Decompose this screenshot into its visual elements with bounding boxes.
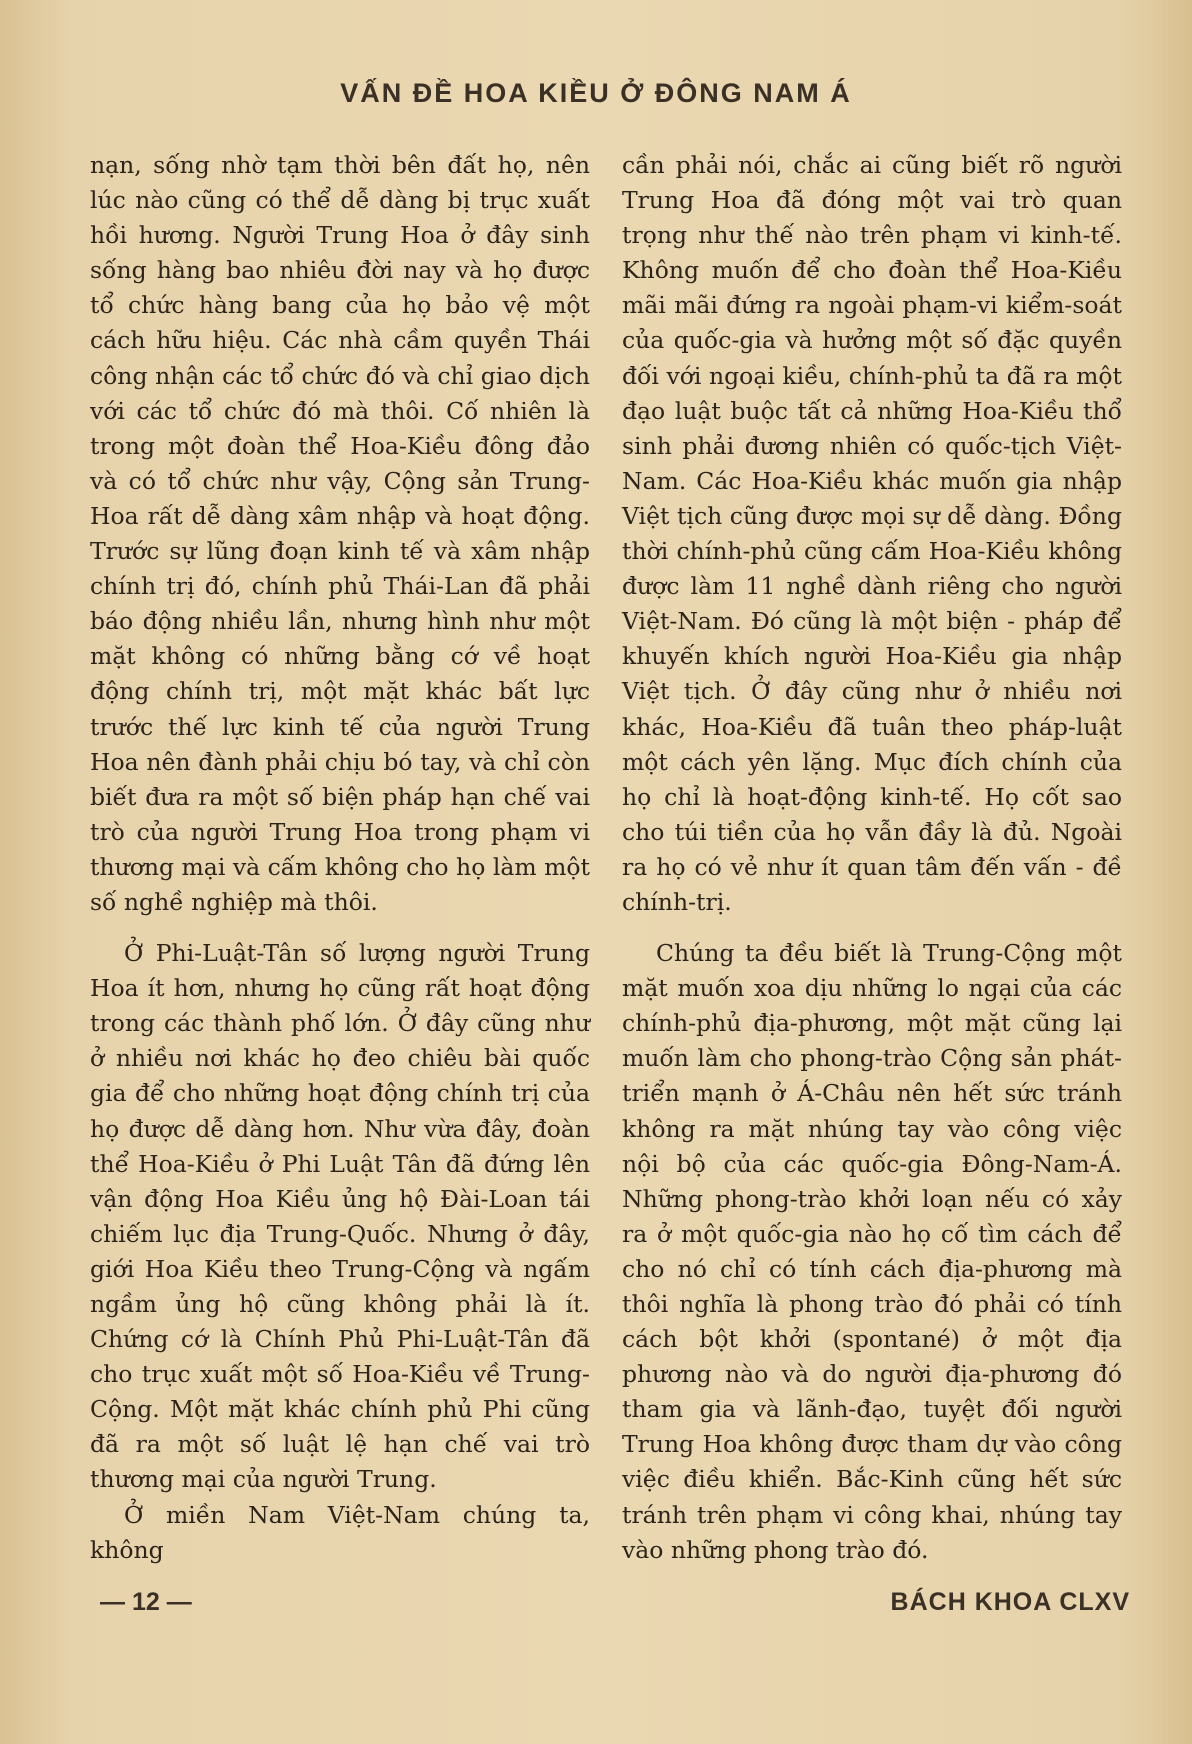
left-column [90,148,590,1568]
paragraph: Ở Phi-Luật-Tân số lượng người Trung Hoa ít hơn, nhưng họ cũng rất hoạt động trong các thành phố lớn. Ở đây cũng như ở nhiều nơi khác họ đeo chiêu bài quốc gia để cho những hoạt động chính trị của họ được dễ dàng hơn. Như vừa đây, đoàn thể Hoa-Kiều ở Phi Luật Tân đã đứng lên vận động Hoa Kiều ủng hộ Đài-Loan tái chiếm lục địa Trung-Quốc. Nhưng ở đây, giới Hoa Kiều theo Trung-Cộng và ngấm ngầm ủng hộ cũng không phải là ít. Chứng cớ là Chính Phủ Phi-Luật-Tân đã cho trục xuất một số Hoa-Kiều về Trung-Cộng. Một mặt khác chính phủ Phi cũng đã ra một số luật lệ hạn chế vai trò thương mại của người Trung. [90,939,590,1494]
right-column [622,148,1122,1568]
page-header-title: VẤN ĐỀ HOA KIỀU Ở ĐÔNG NAM Á [340,78,852,108]
publication-name: BÁCH KHOA CLXV [890,1588,1130,1616]
paragraph: Chúng ta đều biết là Trung-Cộng một mặt muốn xoa dịu những lo ngại của các chính-phủ địa-phương, một mặt cũng lại muốn làm cho phong-trào Cộng sản phát-triển mạnh ở Á-Châu nên hết sức tránh không ra mặt nhúng tay vào công việc nội bộ của các quốc-gia Đông-Nam-Á. Những phong-trào khởi loạn nếu có xảy ra ở một quốc-gia nào họ cố tìm cách để cho nó chỉ có tính cách địa-phương mà thôi nghĩa là phong trào đó phải có tính cách bột khởi (spontané) ở một địa phương nào và do người địa-phương đó tham gia và lãnh-đạo, tuyệt đối người Trung Hoa không được tham dự vào công việc điều khiển. Bắc-Kinh cũng hết sức tránh trên phạm vi công khai, nhúng tay vào những phong trào đó. [622,939,1122,1564]
paragraph: cần phải nói, chắc ai cũng biết rõ người Trung Hoa đã đóng một vai trò quan trọng như thế nào trên phạm vi kinh-tế. Không muốn để cho đoàn thể Hoa-Kiều mãi mãi đứng ra ngoài phạm-vi kiểm-soát của quốc-gia và hưởng một số đặc quyền đối với ngoại kiều, chính-phủ ta đã ra một đạo luật buộc tất cả những Hoa-Kiều thổ sinh phải đương nhiên có quốc-tịch Việt-Nam. Các Hoa-Kiều khác muốn gia nhập Việt tịch cũng được mọi sự dễ dàng. Đồng thời chính-phủ cũng cấm Hoa-Kiều không được làm 11 nghề dành riêng cho người Việt-Nam. Đó cũng là một biện - pháp để khuyến khích người Hoa-Kiều gia nhập Việt tịch. Ở đây cũng như ở nhiều nơi khác, Hoa-Kiều đã tuân theo pháp-luật một cách yên lặng. Mục đích chính của họ chỉ là hoạt-động kinh-tế. Họ cốt sao cho túi tiền của họ vẫn đầy là đủ. Ngoài ra họ có vẻ như ít quan tâm đến vấn - đề chính-trị. [622,151,1122,916]
paragraph: nạn, sống nhờ tạm thời bên đất họ, nên lúc nào cũng có thể dễ dàng bị trục xuất hồi hương. Người Trung Hoa ở đây sinh sống hàng bao nhiêu đời nay và họ được tổ chức hàng bang của họ bảo vệ một cách hữu hiệu. Các nhà cầm quyền Thái công nhận các tổ chức đó và chỉ giao dịch với các tổ chức đó mà thôi. Cố nhiên là trong một đoàn thể Hoa-Kiều đông đảo và có tổ chức như vậy, Cộng sản Trung-Hoa rất dễ dàng xâm nhập và hoạt động. Trước sự lũng đoạn kinh tế và xâm nhập chính trị đó, chính phủ Thái-Lan đã phải báo động nhiều lần, nhưng hình như một mặt không có những bằng cớ về hoạt động chính trị, một mặt khác bất lực trước thế lực kinh tế của người Trung Hoa nên đành phải chịu bó tay, và chỉ còn biết đưa ra một số biện pháp hạn chế vai trò của người Trung Hoa trong phạm vi thương mại và cấm không cho họ làm một số nghề nghiệp mà thôi. [90,151,590,916]
page-number: — 12 — [100,1588,192,1616]
paragraph: Ở miền Nam Việt-Nam chúng ta, không [90,1500,590,1564]
